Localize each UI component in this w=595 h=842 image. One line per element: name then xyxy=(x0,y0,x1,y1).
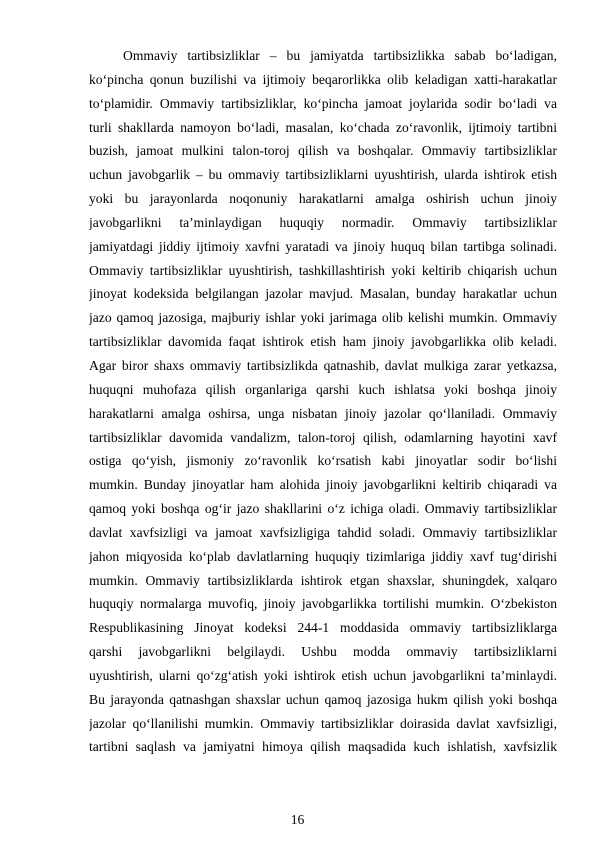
paragraph-line: tartibsizliklar davomida vandalizm, talon-toroj qilish, odamlarning hayotini xavf xyxy=(89,429,557,445)
paragraph-line: Respublikasining Jinoyat kodeksi 244-1 moddasida ommaviy tartibsizliklarga xyxy=(89,620,557,636)
paragraph-line: davlat xavfsizligi va jamoat xavfsizligiga tahdid soladi. Ommaviy tartibsizliklar xyxy=(89,524,557,540)
paragraph-line: ostiga qo‘yish, jismoniy zo‘ravonlik ko‘rsatish kabi jinoyatlar sodir bo‘lishi xyxy=(89,453,557,469)
paragraph-line: javobgarlikni ta’minlaydigan huquqiy normadir. Ommaviy tartibsizliklar xyxy=(89,214,557,230)
paragraph-line: ko‘pincha qonun buzilishi va ijtimoiy beqarorlikka olib keladigan xatti-harakatlar xyxy=(89,71,557,87)
paragraph-line: Agar biror shaxs ommaviy tartibsizlikda qatnashib, davlat mulkiga zarar yetkazsa, xyxy=(89,357,557,373)
paragraph-line: to‘plamidir. Ommaviy tartibsizliklar, ko‘pincha jamoat joylarida sodir bo‘ladi va xyxy=(89,95,557,111)
paragraph-line: huquqni muhofaza qilish organlariga qarshi kuch ishlatsa yoki boshqa jinoiy xyxy=(89,381,557,397)
paragraph-line: qamoq yoki boshqa og‘ir jazo shakllarini o‘z ichiga oladi. Ommaviy tartibsizliklar xyxy=(89,501,557,517)
paragraph-line: Bu jarayonda qatnashgan shaxslar uchun qamoq jazosiga hukm qilish yoki boshqa xyxy=(89,691,557,707)
paragraph-line: qarshi javobgarlikni belgilaydi. Ushbu modda ommaviy tartibsizliklarni xyxy=(89,644,557,660)
paragraph-line: jazolar qo‘llanilishi mumkin. Ommaviy tartibsizliklar doirasida davlat xavfsizligi, xyxy=(89,715,557,731)
paragraph-line: jinoyat kodeksida belgilangan jazolar mavjud. Masalan, bunday harakatlar uchun xyxy=(89,286,557,302)
document-body xyxy=(89,44,557,759)
paragraph-line: tartibni saqlash va jamiyatni himoya qilish maqsadida kuch ishlatish, xavfsizlik xyxy=(89,739,557,755)
paragraph-line: buzish, jamoat mulkini talon-toroj qilish va boshqalar. Ommaviy tartibsizliklar xyxy=(89,143,557,159)
page-number: 16 xyxy=(290,812,305,827)
paragraph-line: Ommaviy tartibsizliklar – bu jamiyatda tartibsizlikka sabab bo‘ladigan, xyxy=(123,48,557,63)
paragraph-line: uchun javobgarlik – bu ommaviy tartibsizliklarni uyushtirish, ularda ishtirok etish xyxy=(89,167,557,183)
paragraph-line: jahon miqyosida ko‘plab davlatlarning huquqiy tizimlariga jiddiy xavf tug‘dirishi xyxy=(89,548,557,564)
paragraph-line: harakatlarni amalga oshirsa, unga nisbatan jinoiy jazolar qo‘llaniladi. Ommaviy xyxy=(89,405,557,421)
paragraph-line: jazo qamoq jazosiga, majburiy ishlar yoki jarimaga olib kelishi mumkin. Ommaviy xyxy=(89,310,557,326)
paragraph-line: jamiyatdagi jiddiy ijtimoiy xavfni yaratadi va jinoiy huquq bilan tartibga solinadi. xyxy=(89,238,557,254)
paragraph-line: yoki bu jarayonlarda noqonuniy harakatlarni amalga oshirish uchun jinoiy xyxy=(89,191,557,207)
paragraph-line: Ommaviy tartibsizliklar uyushtirish, tashkillashtirish yoki keltirib chiqarish uchun xyxy=(89,262,557,278)
paragraph-line: mumkin. Ommaviy tartibsizliklarda ishtirok etgan shaxslar, shuningdek, xalqaro xyxy=(89,572,557,588)
paragraph-line: mumkin. Bunday jinoyatlar ham alohida jinoiy javobgarlikni keltirib chiqaradi va xyxy=(89,477,557,493)
paragraph-line: uyushtirish, ularni qo‘zg‘atish yoki ishtirok etish uchun javobgarlikni ta’minlaydi. xyxy=(89,667,557,683)
paragraph-line: tartibsizliklar davomida faqat ishtirok etish ham jinoiy javobgarlikka olib keladi. xyxy=(89,334,557,350)
paragraph-line: huquqiy normalarga muvofiq, jinoiy javobgarlikka tortilishi mumkin. O‘zbekiston xyxy=(89,596,557,612)
paragraph-line: turli shakllarda namoyon bo‘ladi, masalan, ko‘chada zo‘ravonlik, ijtimoiy tartibni xyxy=(89,119,557,135)
